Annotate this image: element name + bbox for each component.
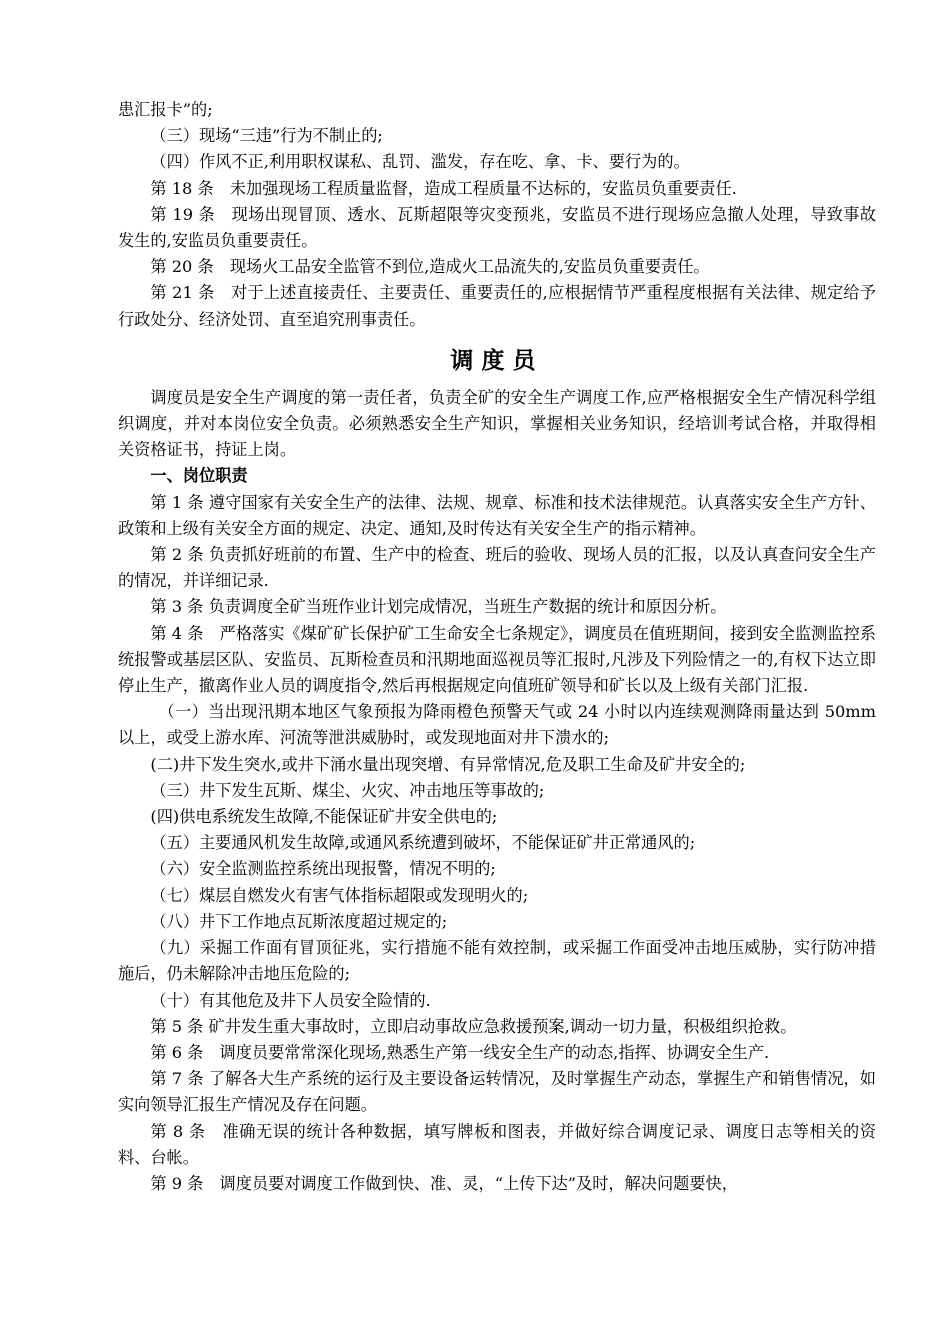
- section-title: 调度员: [450, 346, 544, 374]
- list-item: （七）煤层自燃发火有害气体指标超限或发现明火的;: [150, 885, 529, 905]
- article-21: 第 21 条 对于上述直接责任、主要责任、重要责任的,应根据情节严重程度根据有关法律、规定给予行政处分、经济处罚、直至追究刑事责任。: [118, 283, 876, 329]
- article-4: 第 4 条 严格落实《煤矿矿长保护矿工生命安全七条规定》，调度员在值班期间，接到安全监测监控系统报警或基层区队、安监员、瓦斯检查员和汛期地面巡视员等汇报时,凡涉及下列险情之一的,有权下达立即停止生产，撤离作业人员的调度指令,然后再根据规定向值班矿领导和矿长以及上级有关部门汇报.: [118, 623, 876, 696]
- list-item: （十）有其他危及井下人员安全险情的.: [150, 990, 431, 1010]
- intro-paragraph: 调度员是安全生产调度的第一责任者，负责全矿的安全生产调度工作,应严格根据安全生产情况科学组织调度，并对本岗位安全负责。必须熟悉安全生产知识，掌握相关业务知识，经培训考试合格，并取得相关资格证书，持证上岗。: [118, 387, 876, 460]
- article-3: 第 3 条 负责调度全矿当班作业计划完成情况，当班生产数据的统计和原因分析。: [150, 597, 727, 617]
- article-8: 第 8 条 准确无误的统计各种数据，填写牌板和图表，并做好综合调度记录、调度日志等相关的资料、台帐。: [118, 1121, 876, 1167]
- article-18: 第 18 条 未加强现场工程质量监督，造成工程质量不达标的，安监员负重要责任.: [150, 178, 737, 198]
- clause-4: （四）作风不正,利用职权谋私、乱罚、滥发，存在吃、拿、卡、要行为的。: [150, 152, 690, 172]
- article-7: 第 7 条 了解各大生产系统的运行及主要设备运转情况，及时掌握生产动态，掌握生产和销售情况，如实向领导汇报生产情况及存在问题。: [118, 1069, 876, 1115]
- list-item: （一）当出现汛期本地区气象预报为降雨橙色预警天气或 24 小时以内连续观测降雨量达到 50mm 以上，或受上游水库、河流等泄洪威胁时，或发现地面对井下溃水的;: [118, 702, 876, 748]
- article-6: 第 6 条 调度员要常常深化现场,熟悉生产第一线安全生产的动态,指挥、协调安全生产.: [150, 1042, 770, 1062]
- duties-heading: 一、岗位职责: [150, 466, 248, 486]
- list-item: （八）井下工作地点瓦斯浓度超过规定的;: [150, 911, 448, 931]
- paragraph-continuation: 患汇报卡”的;: [118, 100, 213, 119]
- list-item: （六）安全监测监控系统出现报警，情况不明的;: [150, 859, 496, 879]
- document-page: [118, 97, 876, 1197]
- article-2: 第 2 条 负责抓好班前的布置、生产中的检查、班后的验收、现场人员的汇报，以及认真查问安全生产的情况，并详细记录.: [118, 545, 876, 591]
- article-1: 第 1 条 遵守国家有关安全生产的法律、法规、规章、标准和技术法律规范。认真落实安全生产方针、政策和上级有关安全方面的规定、决定、通知,及时传达有关安全生产的指示精神。: [118, 492, 876, 538]
- list-item: (二)井下发生突水,或井下涌水量出现突增、有异常情况,危及职工生命及矿井安全的;: [150, 754, 746, 774]
- article-9: 第 9 条 调度员要对调度工作做到快、准、灵，“上传下达”及时，解决问题要快，: [150, 1173, 738, 1193]
- list-item: （九）采掘工作面有冒顶征兆，实行措施不能有效控制，或采掘工作面受冲击地压威胁，实行防冲措施后，仍未解除冲击地压危险的;: [118, 938, 876, 984]
- article-19: 第 19 条 现场出现冒顶、透水、瓦斯超限等灾变预兆，安监员不进行现场应急撤人处理，导致事故发生的,安监员负重要责任。: [118, 204, 876, 251]
- list-item: （五）主要通风机发生故障,或通风系统遭到破坏，不能保证矿井正常通风的;: [150, 833, 696, 853]
- list-item: （三）井下发生瓦斯、煤尘、火灾、冲击地压等事故的;: [150, 780, 545, 800]
- list-item: (四)供电系统发生故障,不能保证矿井安全供电的;: [150, 807, 498, 827]
- article-5: 第 5 条 矿井发生重大事故时，立即启动事故应急救援预案,调动一切力量，积极组织抢救。: [150, 1016, 797, 1036]
- clause-3: （三）现场“三违”行为不制止的;: [150, 126, 383, 146]
- article-20: 第 20 条 现场火工品安全监管不到位,造成火工品流失的,安监员负重要责任。: [150, 257, 710, 277]
